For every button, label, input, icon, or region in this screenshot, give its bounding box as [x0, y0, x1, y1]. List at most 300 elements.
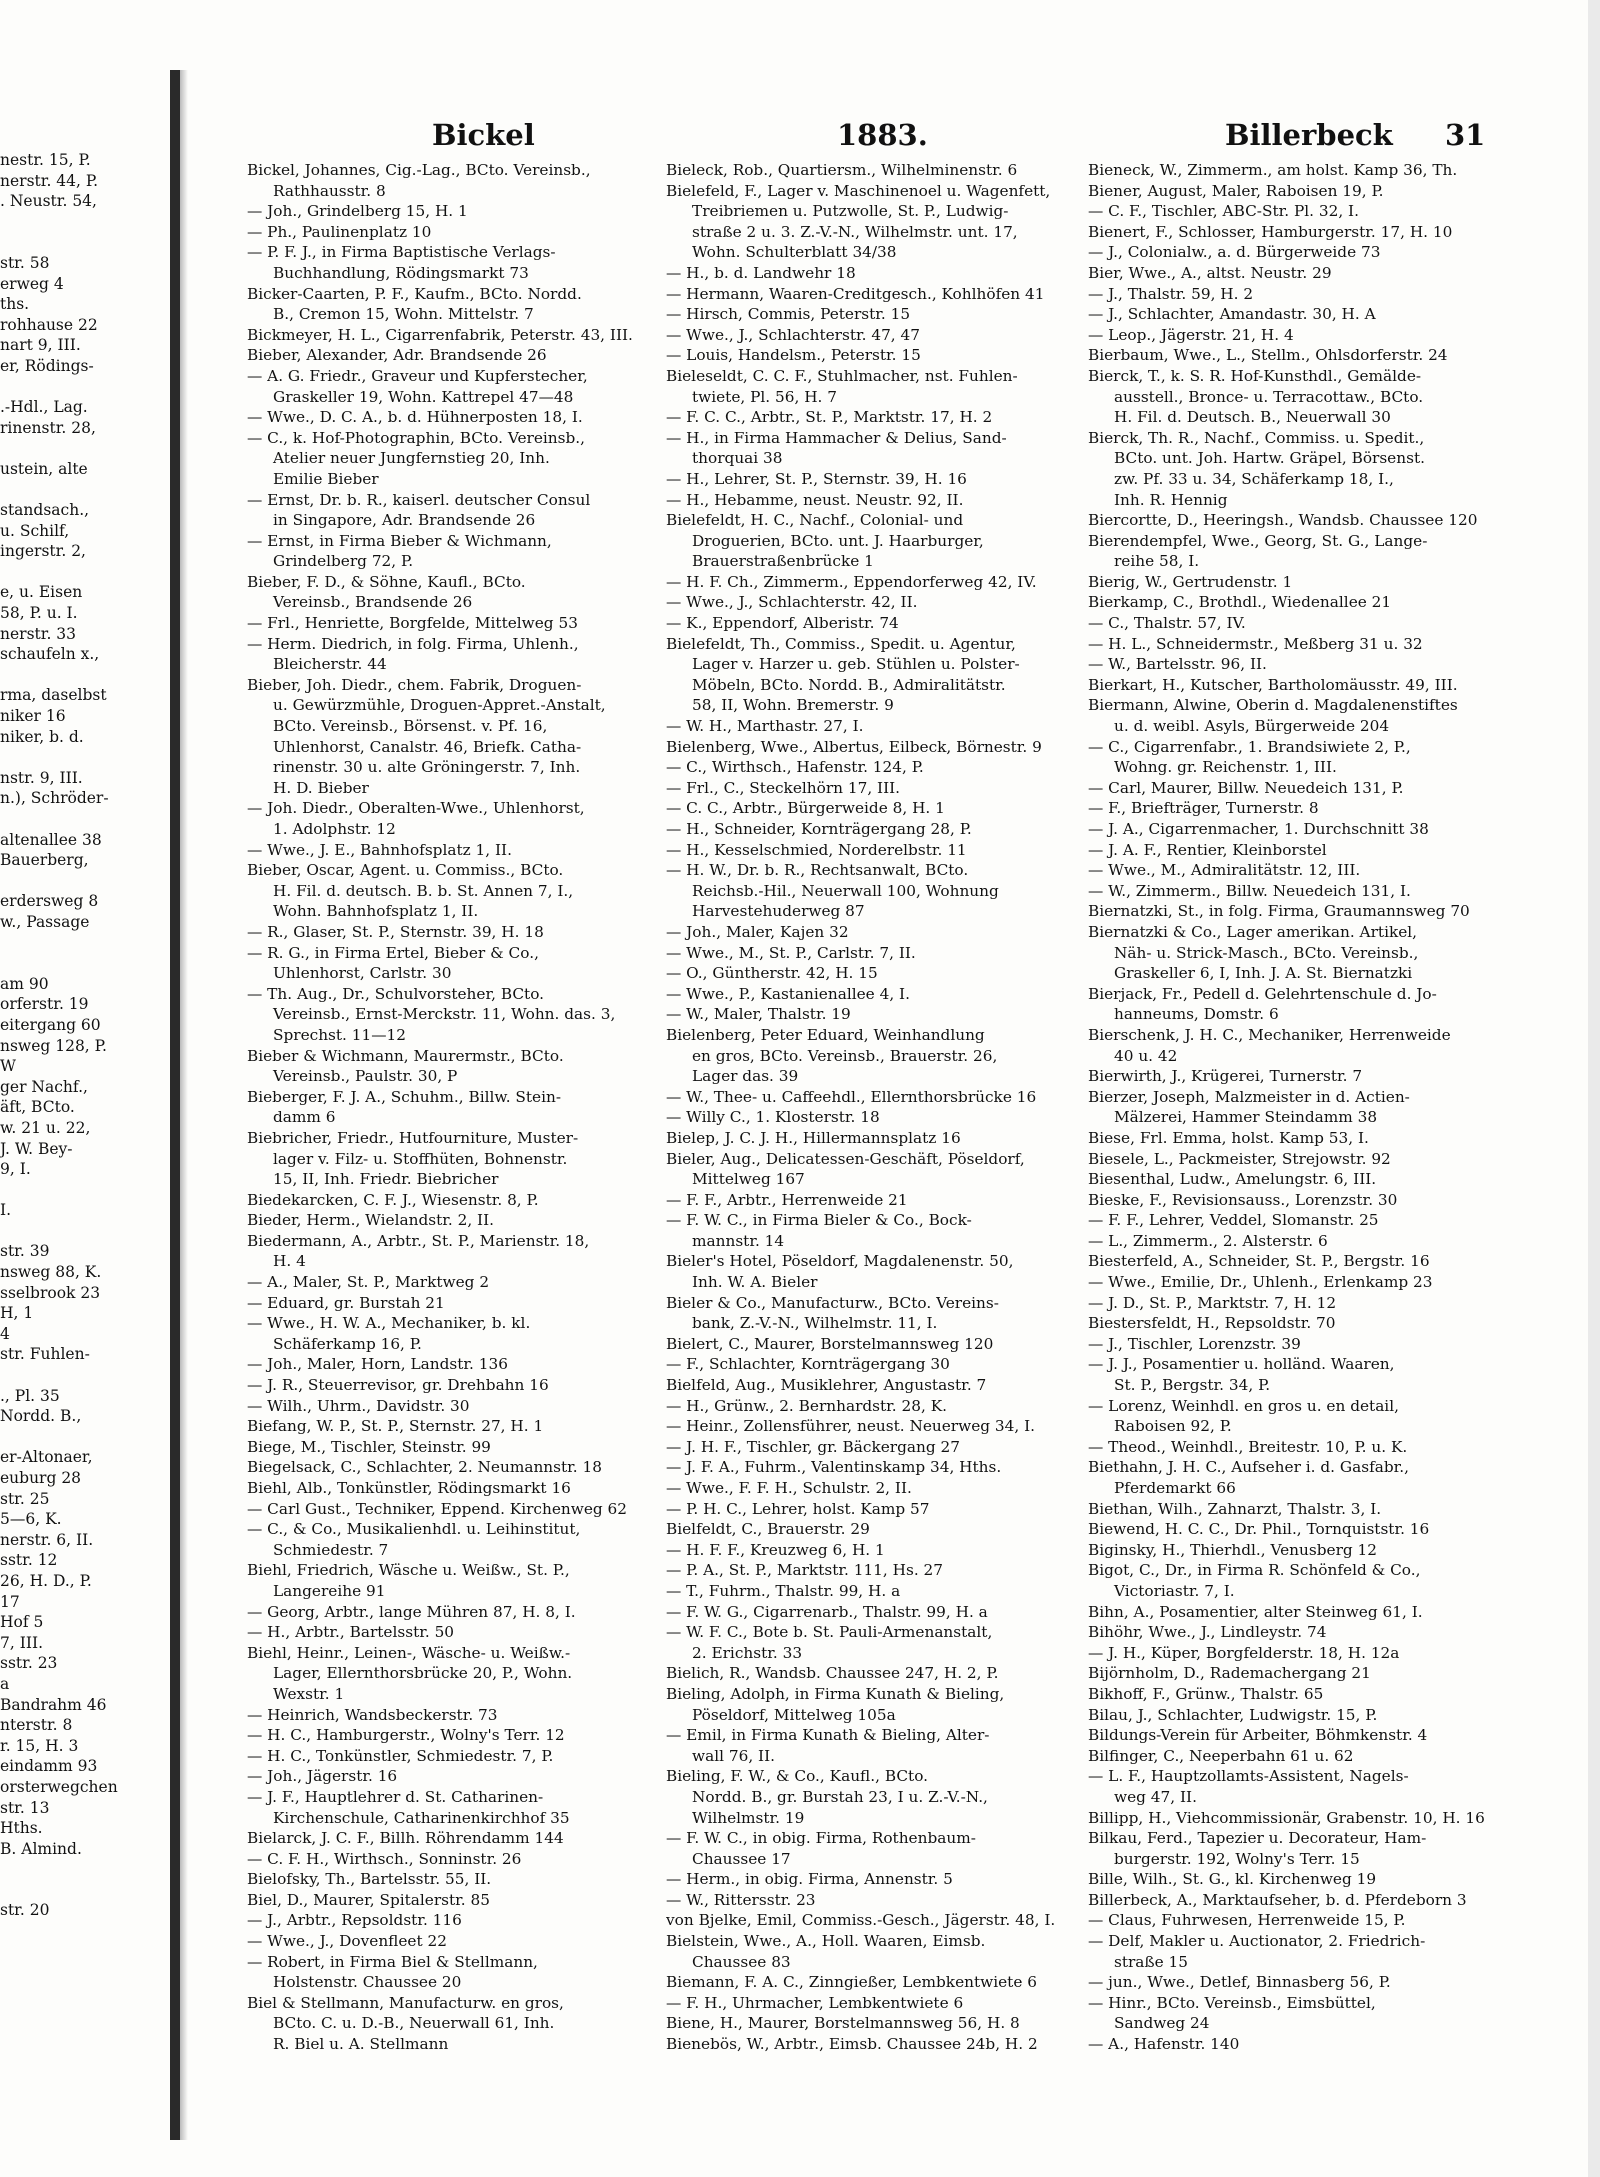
directory-entry: Biesele, L., Packmeister, Strejowstr. 92: [1088, 1149, 1391, 1168]
fragment-line: eitergang 60: [0, 1015, 101, 1034]
fragment-line: rohhause 22: [0, 315, 98, 334]
directory-entry: Uhlenhorst, Canalstr. 46, Briefk. Catha-: [273, 737, 582, 756]
fragment-line: orferstr. 19: [0, 995, 89, 1014]
directory-entry: — F. W. G., Cigarrenarb., Thalstr. 99, H. a: [666, 1602, 988, 1621]
directory-entry: Chaussee 83: [692, 1952, 791, 1971]
fragment-line: niker 16: [0, 707, 66, 726]
fragment-line: altenallee 38: [0, 830, 102, 849]
directory-entry: — W., Thee- u. Caffeehdl., Ellernthorsbrücke 16: [666, 1087, 1037, 1106]
directory-entry: — Wwe., M., Admiralitätstr. 12, III.: [1088, 861, 1361, 880]
directory-entry: — W., Rittersstr. 23: [666, 1890, 816, 1909]
directory-entry: — W., Zimmerm., Billw. Neuedeich 131, I.: [1088, 881, 1411, 900]
directory-entry: — C., Cigarrenfabr., 1. Brandsiwiete 2, P.,: [1088, 737, 1411, 756]
directory-entry: Biestersfeldt, H., Repsoldstr. 70: [1088, 1314, 1336, 1333]
fragment-line: Bauerberg,: [0, 851, 89, 870]
directory-entry: Biethahn, J. H. C., Aufseher i. d. Gasfabr.,: [1088, 1458, 1410, 1477]
directory-entry: Billerbeck, A., Marktaufseher, b. d. Pferdeborn 3: [1088, 1890, 1467, 1909]
directory-entry: Vereinsb., Brandsende 26: [273, 593, 473, 612]
directory-entry: — H. C., Tonkünstler, Schmiedestr. 7, P.: [247, 1746, 554, 1765]
directory-entry: Sandweg 24: [1114, 2014, 1210, 2033]
directory-entry: Biermann, Alwine, Oberin d. Magdalenenstiftes: [1088, 696, 1458, 715]
directory-entry: Biercortte, D., Heeringsh., Wandsb. Chaussee 120: [1088, 511, 1478, 530]
fragment-line: ths.: [0, 295, 30, 314]
directory-entry: — H. F. F., Kreuzweg 6, H. 1: [666, 1540, 885, 1559]
directory-entry: bank, Z.-V.-N., Wilhelmstr. 11, I.: [692, 1314, 938, 1333]
directory-entry: Bieneck, W., Zimmerm., am holst. Kamp 36, Th.: [1088, 161, 1458, 179]
directory-entry: — F., Briefträger, Turnerstr. 8: [1088, 799, 1319, 818]
directory-entry: ausstell., Bronce- u. Terracottaw., BCto.: [1114, 387, 1424, 406]
fragment-line: [0, 1880, 165, 1901]
directory-entry: damm 6: [273, 1108, 336, 1127]
directory-entry: Bilau, J., Schlachter, Ludwigstr. 15, P.: [1088, 1705, 1378, 1724]
fragment-line: euburg 28: [0, 1469, 82, 1487]
directory-entry: — Herm., in obig. Firma, Annenstr. 5: [666, 1870, 953, 1889]
directory-entry: — H., Lehrer, St. P., Sternstr. 39, H. 16: [666, 469, 967, 488]
directory-entry: Bielarck, J. C. F., Billh. Röhrendamm 144: [247, 1829, 564, 1848]
directory-column-1: [247, 160, 665, 2055]
directory-entry: burgerstr. 192, Wolny's Terr. 15: [1114, 1849, 1360, 1868]
fragment-line: [0, 1180, 165, 1201]
directory-entry: — O., Güntherstr. 42, H. 15: [666, 964, 878, 983]
directory-entry: Bierkamp, C., Brothdl., Wiedenallee 21: [1088, 593, 1392, 612]
fragment-line: erdersweg 8: [0, 892, 99, 911]
directory-entry: — J., Schlachter, Amandastr. 30, H. A: [1088, 305, 1376, 324]
fragment-line: [0, 1221, 165, 1242]
fragment-line: [0, 933, 165, 954]
directory-entry: — Emil, in Firma Kunath & Bieling, Alter-: [666, 1726, 990, 1745]
directory-entry: — L., Zimmerm., 2. Alsterstr. 6: [1088, 1231, 1328, 1250]
fragment-line: 17: [0, 1592, 20, 1611]
fragment-line: [0, 438, 165, 459]
fragment-line: e, u. Eisen: [0, 583, 83, 602]
directory-entry: Lager das. 39: [692, 1067, 799, 1086]
directory-entry: Bieber, Joh. Diedr., chem. Fabrik, Droguen-: [247, 675, 582, 694]
fragment-line: er-Altonaer,: [0, 1448, 93, 1467]
directory-entry: Bikhoff, F., Grünw., Thalstr. 65: [1088, 1684, 1324, 1703]
fragment-line: 4: [0, 1324, 10, 1343]
directory-entry: — Georg, Arbtr., lange Mühren 87, H. 8, I.: [247, 1602, 576, 1621]
fragment-line: erweg 4: [0, 274, 64, 293]
directory-entry: Bielert, C., Maurer, Borstelmannsweg 120: [666, 1334, 994, 1353]
directory-column-2: [666, 160, 1086, 2055]
directory-entry: Bicker-Caarten, P. F., Kaufm., BCto. Nordd.: [247, 284, 582, 303]
directory-entry: Vereinsb., Ernst-Merckstr. 11, Wohn. das. 3,: [273, 1005, 616, 1024]
directory-entry: Bielfeld, Aug., Musiklehrer, Angustastr. 7: [666, 1376, 987, 1395]
fragment-line: u. Schilf,: [0, 521, 70, 540]
fragment-line: str. 58: [0, 253, 50, 272]
directory-entry: Bieber, F. D., & Söhne, Kaufl., BCto.: [247, 572, 526, 591]
directory-entry: wall 76, II.: [692, 1746, 775, 1765]
directory-entry: Raboisen 92, P.: [1114, 1417, 1232, 1436]
directory-entry: BCto. unt. Joh. Hartw. Gräpel, Börsenst.: [1114, 449, 1425, 468]
directory-entry: mannstr. 14: [692, 1231, 785, 1250]
directory-entry: — P. F. J., in Firma Baptistische Verlags-: [247, 243, 556, 262]
directory-entry: — L. F., Hauptzollamts-Assistent, Nagels-: [1088, 1767, 1409, 1786]
directory-entry: R. Biel u. A. Stellmann: [273, 2035, 449, 2054]
directory-entry: Biedermann, A., Arbtr., St. P., Marienstr. 18,: [247, 1231, 590, 1250]
directory-entry: — Lorenz, Weinhdl. en gros u. en detail,: [1088, 1396, 1399, 1415]
directory-entry: Biehl, Friedrich, Wäsche u. Weißw., St. P.,: [247, 1561, 570, 1580]
directory-entry: — C. F. H., Wirthsch., Sonninstr. 26: [247, 1849, 522, 1868]
directory-entry: — J., Tischler, Lorenzstr. 39: [1088, 1334, 1301, 1353]
directory-entry: Schmiedestr. 7: [273, 1540, 389, 1559]
fragment-line: nestr. 15, P.: [0, 151, 91, 169]
directory-entry: Emilie Bieber: [273, 469, 379, 488]
directory-entry: Bieleseldt, C. C. F., Stuhlmacher, nst. Fuhlen-: [666, 366, 1018, 385]
directory-entry: thorquai 38: [692, 449, 783, 468]
fragment-line: nstr. 9, III.: [0, 768, 83, 787]
directory-entry: Biemann, F. A. C., Zinngießer, Lembkentwiete 6: [666, 1973, 1037, 1992]
directory-entry: — Th. Aug., Dr., Schulvorsteher, BCto.: [247, 984, 544, 1003]
directory-entry: — W. H., Marthastr. 27, I.: [666, 717, 864, 736]
directory-entry: — H. F. Ch., Zimmerm., Eppendorferweg 42, IV.: [666, 572, 1037, 591]
fragment-line: sstr. 23: [0, 1654, 58, 1673]
directory-entry: — Wwe., F. F. H., Schulstr. 2, II.: [666, 1479, 912, 1497]
fragment-line: J. W. Bey-: [0, 1139, 73, 1158]
directory-entry: H. 4: [273, 1252, 306, 1271]
directory-entry: 58, II, Wohn. Bremerstr. 9: [692, 696, 894, 715]
directory-entry: Biel, D., Maurer, Spitalerstr. 85: [247, 1890, 490, 1909]
fragment-line: str. 20: [0, 1901, 50, 1920]
directory-entry: — W., Maler, Thalstr. 19: [666, 1005, 851, 1024]
directory-entry: — Ernst, in Firma Bieber & Wichmann,: [247, 531, 552, 550]
directory-entry: — C., Thalstr. 57, IV.: [1088, 614, 1246, 633]
directory-entry: twiete, Pl. 56, H. 7: [692, 387, 838, 406]
fragment-line: rinenstr. 28,: [0, 418, 96, 437]
directory-entry: Sprechst. 11—12: [273, 1025, 407, 1044]
directory-entry: Bielfeldt, C., Brauerstr. 29: [666, 1520, 870, 1539]
directory-entry: — J., Thalstr. 59, H. 2: [1088, 284, 1254, 303]
directory-entry: Graskeller 19, Wohn. Kattrepel 47—48: [273, 387, 574, 406]
directory-entry: — Hermann, Waaren-Creditgesch., Kohlhöfen 41: [666, 284, 1045, 303]
fragment-line: [0, 809, 165, 830]
fragment-line: ustein, alte: [0, 459, 88, 478]
directory-entry: — Louis, Handelsm., Peterstr. 15: [666, 346, 921, 365]
directory-entry: — J. R., Steuerrevisor, gr. Drehbahn 16: [247, 1376, 549, 1395]
directory-entry: Biewend, H. C. C., Dr. Phil., Tornquiststr. 16: [1088, 1520, 1430, 1539]
fragment-line: standsach.,: [0, 501, 90, 520]
fragment-line: [0, 212, 165, 233]
directory-entry: — Wwe., D. C. A., b. d. Hühnerposten 18, I.: [247, 408, 583, 427]
directory-entry: — Wilh., Uhrm., Davidstr. 30: [247, 1396, 470, 1415]
directory-entry: — Heinr., Zollensführer, neust. Neuerweg 34, I.: [666, 1417, 1036, 1436]
page-number: 31: [1445, 118, 1486, 152]
directory-entry: Harvestehuderweg 87: [692, 902, 865, 921]
directory-entry: — H., b. d. Landwehr 18: [666, 263, 856, 282]
fragment-line: [0, 1427, 165, 1448]
directory-entry: — A., Maler, St. P., Marktweg 2: [247, 1273, 490, 1292]
directory-entry: Bieler's Hotel, Pöseldorf, Magdalenenstr. 50,: [666, 1252, 1014, 1271]
directory-entry: — Eduard, gr. Burstah 21: [247, 1293, 445, 1312]
header-year: 1883.: [837, 118, 928, 152]
fragment-line: H, 1: [0, 1304, 34, 1323]
directory-entry: — Carl Gust., Techniker, Eppend. Kirchenweg 62: [247, 1499, 628, 1518]
directory-entry: — F., Schlachter, Kornträgergang 30: [666, 1355, 950, 1374]
fragment-line: Bandrahm 46: [0, 1695, 107, 1714]
directory-entry: — H., in Firma Hammacher & Delius, Sand-: [666, 428, 1007, 447]
directory-entry: reihe 58, I.: [1114, 552, 1200, 571]
directory-entry: — Joh., Grindelberg 15, H. 1: [247, 202, 468, 221]
fragment-line: str. Fuhlen-: [0, 1345, 90, 1364]
directory-entry: Bienert, F., Schlosser, Hamburgerstr. 17, H. 10: [1088, 222, 1453, 241]
fragment-line: n.), Schröder-: [0, 789, 109, 808]
fragment-line: [0, 665, 165, 686]
directory-entry: Treibriemen u. Putzwolle, St. P., Ludwig-: [692, 202, 1009, 221]
fragment-line: w., Passage: [0, 912, 90, 931]
directory-entry: H. D. Bieber: [273, 778, 369, 797]
directory-entry: Bille, Wilh., St. G., kl. Kirchenweg 19: [1088, 1870, 1377, 1889]
directory-entry: — H., Schneider, Kornträgergang 28, P.: [666, 820, 972, 838]
fragment-line: nsweg 128, P.: [0, 1036, 107, 1055]
header-right-word: Billerbeck: [1225, 118, 1393, 152]
fragment-line: Nordd. B.,: [0, 1407, 82, 1426]
directory-entry: Bierschenk, J. H. C., Mechaniker, Herrenweide: [1088, 1025, 1451, 1044]
directory-entry: Biener, August, Maler, Raboisen 19, P.: [1088, 181, 1384, 200]
directory-entry: Bilkau, Ferd., Tapezier u. Decorateur, Ham-: [1088, 1829, 1427, 1848]
directory-entry: lager v. Filz- u. Stoffhüten, Bohnenstr.: [273, 1149, 568, 1168]
directory-entry: — Frl., C., Steckelhörn 17, III.: [666, 778, 901, 797]
gutter-shadow: [180, 70, 188, 2140]
directory-entry: — Hirsch, Commis, Peterstr. 15: [666, 305, 911, 324]
directory-entry: Biesterfeld, A., Schneider, St. P., Bergstr. 16: [1088, 1252, 1430, 1271]
fragment-line: I.: [0, 1201, 12, 1220]
directory-entry: — Willy C., 1. Klosterstr. 18: [666, 1108, 880, 1127]
directory-entry: Biebricher, Friedr., Hutfourniture, Muster-: [247, 1128, 579, 1147]
directory-entry: — F. W. C., in obig. Firma, Rothenbaum-: [666, 1829, 976, 1848]
directory-entry: Lager, Ellernthorsbrücke 20, P., Wohn.: [273, 1664, 573, 1683]
directory-entry: — C. F., Tischler, ABC-Str. Pl. 32, I.: [1088, 202, 1359, 221]
directory-entry: — H., Grünw., 2. Bernhardstr. 28, K.: [666, 1396, 948, 1415]
directory-entry: Bieleck, Rob., Quartiersm., Wilhelminenstr. 6: [666, 161, 1018, 179]
directory-entry: Bihn, A., Posamentier, alter Steinweg 61, I.: [1088, 1602, 1423, 1621]
fragment-line: Hths.: [0, 1819, 43, 1838]
directory-entry: — J. D., St. P., Marktstr. 7, H. 12: [1088, 1293, 1337, 1312]
fragment-line: [0, 562, 165, 583]
directory-entry: Rathhausstr. 8: [273, 181, 386, 200]
directory-entry: Biedekarcken, C. F. J., Wiesenstr. 8, P.: [247, 1190, 539, 1209]
fragment-line: eindamm 93: [0, 1757, 98, 1776]
directory-entry: Bierzer, Joseph, Malzmeister in d. Actien-: [1088, 1087, 1410, 1106]
directory-entry: — Wwe., J., Schlachterstr. 47, 47: [666, 325, 920, 344]
directory-entry: — Wwe., J. E., Bahnhofsplatz 1, II.: [247, 840, 512, 859]
directory-entry: Wohn. Schulterblatt 34/38: [692, 243, 897, 262]
directory-entry: — Joh. Diedr., Oberalten-Wwe., Uhlenhorst,: [247, 799, 585, 818]
directory-entry: Bierck, Th. R., Nachf., Commiss. u. Spedit.,: [1088, 428, 1425, 447]
fragment-line: 7, III.: [0, 1633, 44, 1652]
fragment-line: sstr. 12: [0, 1551, 58, 1570]
directory-entry: — K., Eppendorf, Alberistr. 74: [666, 614, 899, 633]
directory-entry: Kirchenschule, Catharinenkirchhof 35: [273, 1808, 570, 1827]
fragment-line: r. 15, H. 3: [0, 1736, 79, 1755]
directory-entry: B., Cremon 15, Wohn. Mittelstr. 7: [273, 305, 534, 324]
fragment-line: str. 25: [0, 1489, 50, 1508]
fragment-line: nerstr. 44, P.: [0, 171, 99, 190]
directory-entry: Bielich, R., Wandsb. Chaussee 247, H. 2, P.: [666, 1664, 999, 1683]
fragment-line: 9, I.: [0, 1160, 31, 1179]
directory-entry: — Joh., Jägerstr. 16: [247, 1767, 398, 1786]
directory-entry: in Singapore, Adr. Brandsende 26: [273, 511, 536, 530]
directory-entry: Biesenthal, Ludw., Amelungstr. 6, III.: [1088, 1170, 1377, 1189]
directory-entry: hanneums, Domstr. 6: [1114, 1005, 1279, 1024]
directory-entry: Bielep, J. C. J. H., Hillermannsplatz 16: [666, 1128, 961, 1147]
directory-entry: — F. F., Arbtr., Herrenweide 21: [666, 1190, 908, 1209]
directory-entry: Mittelweg 167: [692, 1170, 805, 1189]
directory-entry: — Robert, in Firma Biel & Stellmann,: [247, 1952, 538, 1971]
directory-entry: Bieder, Herm., Wielandstr. 2, II.: [247, 1211, 494, 1230]
directory-entry: — J., Arbtr., Repsoldstr. 116: [247, 1911, 462, 1930]
directory-entry: Biegelsack, C., Schlachter, 2. Neumannstr. 18: [247, 1458, 602, 1477]
directory-entry: Biese, Frl. Emma, holst. Kamp 53, I.: [1088, 1128, 1369, 1147]
directory-entry: — P. H. C., Lehrer, holst. Kamp 57: [666, 1499, 930, 1518]
directory-entry: weg 47, II.: [1114, 1787, 1197, 1806]
directory-entry: — F. H., Uhrmacher, Lembkentwiete 6: [666, 1993, 964, 2012]
directory-entry: Näh- u. Strick-Masch., BCto. Vereinsb.,: [1114, 943, 1419, 962]
directory-entry: — Wwe., J., Dovenfleet 22: [247, 1932, 447, 1951]
directory-entry: Bierck, T., k. S. R. Hof-Kunsthdl., Gemälde-: [1088, 366, 1422, 385]
directory-entry: Biefang, W. P., St. P., Sternstr. 27, H. 1: [247, 1417, 544, 1436]
directory-entry: Bielstein, Wwe., A., Holl. Waaren, Eimsb.: [666, 1932, 986, 1951]
directory-entry: Bienebös, W., Arbtr., Eimsb. Chaussee 24b, H. 2: [666, 2035, 1038, 2054]
directory-entry: — C. C., Arbtr., Bürgerweide 8, H. 1: [666, 799, 945, 818]
fragment-line: .-Hdl., Lag.: [0, 398, 88, 417]
directory-entry: — W., Bartelsstr. 96, II.: [1088, 655, 1267, 674]
directory-entry: — R., Glaser, St. P., Sternstr. 39, H. 18: [247, 922, 544, 941]
directory-entry: Bielefeldt, H. C., Nachf., Colonial- und: [666, 511, 964, 530]
fragment-line: [0, 232, 165, 253]
directory-entry: BCto. Vereinsb., Börsenst. v. Pf. 16,: [273, 717, 548, 736]
fragment-line: 58, P. u. I.: [0, 604, 78, 623]
directory-entry: Bierendempfel, Wwe., Georg, St. G., Lange-: [1088, 531, 1428, 550]
directory-entry: Bieberger, F. J. A., Schuhm., Billw. Stein-: [247, 1087, 562, 1106]
directory-entry: — Wwe., P., Kastanienallee 4, I.: [666, 984, 910, 1003]
directory-entry: — H. L., Schneidermstr., Meßberg 31 u. 32: [1088, 634, 1423, 653]
directory-entry: Langereihe 91: [273, 1581, 386, 1600]
directory-entry: St. P., Bergstr. 34, P.: [1114, 1376, 1271, 1395]
directory-entry: Uhlenhorst, Carlstr. 30: [273, 964, 452, 983]
directory-entry: 15, II, Inh. Friedr. Biebricher: [273, 1170, 499, 1189]
fragment-line: [0, 1859, 165, 1880]
directory-entry: Graskeller 6, I, Inh. J. A. St. Biernatzki: [1114, 964, 1413, 983]
directory-entry: — H., Hebamme, neust. Neustr. 92, II.: [666, 490, 964, 509]
directory-entry: en gros, BCto. Vereinsb., Brauerstr. 26,: [692, 1046, 998, 1065]
directory-entry: Bieske, F., Revisionsauss., Lorenzstr. 30: [1088, 1190, 1398, 1209]
fragment-line: 26, H. D., P.: [0, 1571, 92, 1590]
directory-entry: Bielenberg, Peter Eduard, Weinhandlung: [666, 1025, 985, 1044]
fragment-line: w. 21 u. 22,: [0, 1118, 91, 1137]
directory-entry: — A. G. Friedr., Graveur und Kupferstecher,: [247, 366, 588, 385]
directory-entry: Bieler, Aug., Delicatessen-Geschäft, Pöseldorf,: [666, 1149, 1025, 1168]
directory-entry: Bierwirth, J., Krügerei, Turnerstr. 7: [1088, 1067, 1363, 1086]
fragment-line: 5—6, K.: [0, 1510, 62, 1529]
page-edge: [1588, 0, 1600, 2177]
directory-entry: — J. F. A., Fuhrm., Valentinskamp 34, Hths.: [666, 1458, 1002, 1477]
fragment-line: str. 39: [0, 1242, 50, 1261]
fragment-line: nterstr. 8: [0, 1716, 73, 1735]
directory-entry: Bielefeld, F., Lager v. Maschinenoel u. Wagenfett,: [666, 181, 1051, 200]
directory-entry: Pöseldorf, Mittelweg 105a: [692, 1705, 896, 1724]
directory-entry: Brauerstraßenbrücke 1: [692, 552, 874, 571]
directory-entry: — W. F. C., Bote b. St. Pauli-Armenanstalt,: [666, 1623, 993, 1642]
directory-entry: Grindelberg 72, P.: [273, 552, 414, 571]
directory-entry: — Ernst, Dr. b. R., kaiserl. deutscher Consul: [247, 490, 591, 509]
directory-entry: — Heinrich, Wandsbeckerstr. 73: [247, 1705, 498, 1724]
directory-entry: Nordd. B., gr. Burstah 23, I u. Z.-V.-N.,: [692, 1787, 988, 1806]
directory-entry: Inh. W. A. Bieler: [692, 1273, 818, 1292]
directory-entry: Atelier neuer Jungfernstieg 20, Inh.: [273, 449, 550, 468]
directory-entry: Biethan, Wilh., Zahnarzt, Thalstr. 3, I.: [1088, 1499, 1382, 1518]
fragment-line: nerstr. 33: [0, 624, 77, 643]
fragment-line: nart 9, III.: [0, 336, 81, 355]
directory-entry: Biege, M., Tischler, Steinstr. 99: [247, 1437, 491, 1456]
page-header: [245, 118, 1595, 158]
directory-entry: — Wwe., H. W. A., Mechaniker, b. kl.: [247, 1314, 531, 1333]
directory-entry: — Wwe., J., Schlachterstr. 42, II.: [666, 593, 918, 612]
fragment-line: [0, 747, 165, 768]
directory-entry: Mälzerei, Hammer Steindamm 38: [1114, 1108, 1378, 1127]
fragment-line: [0, 871, 165, 892]
directory-entry: — H. C., Hamburgerstr., Wolny's Terr. 12: [247, 1726, 565, 1745]
directory-entry: — J., Colonialw., a. d. Bürgerweide 73: [1088, 243, 1381, 262]
directory-entry: — T., Fuhrm., Thalstr. 99, H. a: [666, 1581, 901, 1600]
directory-entry: — Hinr., BCto. Vereinsb., Eimsbüttel,: [1088, 1993, 1376, 2012]
directory-entry: Bigot, C., Dr., in Firma R. Schönfeld & Co.,: [1088, 1561, 1421, 1580]
fragment-line: Hof 5: [0, 1613, 44, 1632]
directory-entry: Möbeln, BCto. Nordd. B., Admiralitätstr.: [692, 675, 1006, 694]
directory-entry: — Theod., Weinhdl., Breitestr. 10, P. u. K.: [1088, 1437, 1408, 1456]
directory-entry: Holstenstr. Chaussee 20: [273, 1973, 462, 1992]
directory-entry: Bielefeldt, Th., Commiss., Spedit. u. Agentur,: [666, 634, 1016, 653]
fragment-line: schaufeln x.,: [0, 645, 100, 664]
header-left-word: Bickel: [432, 118, 535, 152]
directory-entry: — H., Kesselschmied, Norderelbstr. 11: [666, 840, 967, 859]
directory-entry: rinenstr. 30 u. alte Gröningerstr. 7, Inh.: [273, 758, 581, 777]
directory-entry: Buchhandlung, Rödingsmarkt 73: [273, 263, 529, 282]
directory-entry: Bieber & Wichmann, Maurermstr., BCto.: [247, 1046, 564, 1065]
fragment-line: str. 13: [0, 1798, 50, 1817]
directory-entry: — Carl, Maurer, Billw. Neuedeich 131, P.: [1088, 778, 1404, 797]
directory-entry: — J. A., Cigarrenmacher, 1. Durchschnitt 38: [1088, 820, 1429, 838]
fragment-line: orsterwegchen: [0, 1777, 118, 1796]
directory-entry: — F. C. C., Arbtr., St. P., Marktstr. 17, H. 2: [666, 408, 993, 427]
directory-entry: Biginsky, H., Thierhdl., Venusberg 12: [1088, 1540, 1378, 1559]
fragment-line: ., Pl. 35: [0, 1386, 60, 1405]
directory-entry: — Leop., Jägerstr. 21, H. 4: [1088, 325, 1294, 344]
fragment-line: [0, 480, 165, 501]
directory-entry: Reichsb.-Hil., Neuerwall 100, Wohnung: [692, 881, 999, 900]
fragment-line: er, Rödings-: [0, 356, 94, 375]
directory-entry: — R. G., in Firma Ertel, Bieber & Co.,: [247, 943, 539, 962]
fragment-line: [0, 377, 165, 398]
directory-entry: Wohn. Bahnhofsplatz 1, II.: [273, 902, 479, 921]
directory-entry: Wohng. gr. Reichenstr. 1, III.: [1114, 758, 1337, 777]
directory-entry: straße 2 u. 3. Z.-V.-N., Wilhelmstr. unt. 17,: [692, 222, 1018, 241]
directory-entry: Droguerien, BCto. unt. J. Haarburger,: [692, 531, 984, 550]
directory-entry: — J. J., Posamentier u. holländ. Waaren,: [1088, 1355, 1395, 1374]
directory-entry: — H., Arbtr., Bartelsstr. 50: [247, 1623, 455, 1642]
directory-entry: — J. F., Hauptlehrer d. St. Catharinen-: [247, 1787, 544, 1806]
directory-entry: — H. W., Dr. b. R., Rechtsanwalt, BCto.: [666, 861, 969, 880]
fragment-line: ingerstr. 2,: [0, 542, 86, 561]
directory-entry: Bielenberg, Wwe., Albertus, Eilbeck, Börnestr. 9: [666, 737, 1042, 756]
directory-entry: u. d. weibl. Asyls, Bürgerweide 204: [1114, 717, 1390, 736]
fragment-line: [0, 1365, 165, 1386]
directory-entry: Bieling, F. W., & Co., Kaufl., BCto.: [666, 1767, 929, 1786]
directory-entry: — F. W. C., in Firma Bieler & Co., Bock-: [666, 1211, 972, 1230]
directory-entry: — Claus, Fuhrwesen, Herrenweide 15, P.: [1088, 1911, 1406, 1930]
previous-page-fragment: [0, 150, 165, 1921]
directory-entry: Biel & Stellmann, Manufacturw. en gros,: [247, 1993, 564, 2012]
directory-entry: — J. H., Küper, Borgfelderstr. 18, H. 12a: [1088, 1643, 1400, 1662]
